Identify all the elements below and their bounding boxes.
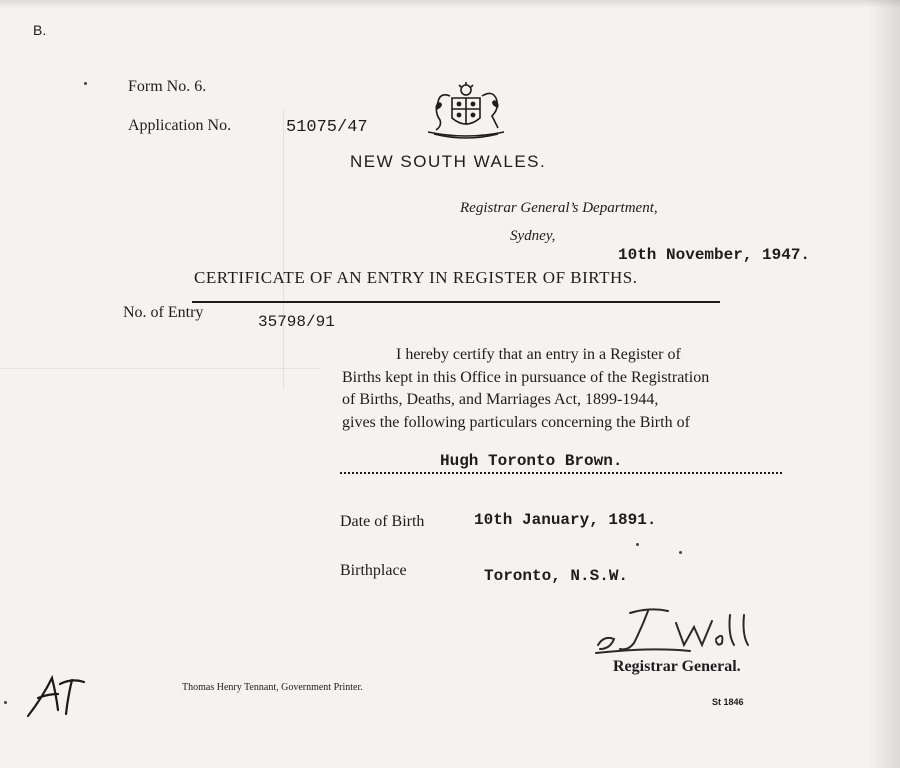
city-name: Sydney, (510, 228, 556, 244)
form-number: Form No. 6. (128, 78, 207, 95)
ink-speck (84, 82, 87, 85)
form-code: St 1846 (712, 697, 744, 707)
issue-date: 10th November, 1947. (618, 246, 811, 264)
entry-number: 35798/91 (258, 313, 335, 331)
birthplace-label: Birthplace (340, 562, 407, 579)
certificate-title: CERTIFICATE OF AN ENTRY IN REGISTER OF BIRTHS. (194, 268, 638, 287)
department-name: Registrar General’s Department, (460, 200, 658, 216)
signatory-title: Registrar General. (613, 658, 741, 675)
ink-speck (679, 551, 682, 554)
scan-edge (0, 0, 900, 8)
date-of-birth: 10th January, 1891. (474, 511, 657, 529)
application-label: Application No. (128, 117, 232, 134)
subject-name: Hugh Toronto Brown. (440, 452, 623, 470)
birthplace: Toronto, N.S.W. (484, 567, 629, 585)
certification-line: of Births, Deaths, and Marriages Act, 1899-1944, (342, 391, 659, 408)
entry-number-label: No. of Entry (123, 304, 204, 321)
scan-shadow (868, 0, 900, 768)
ink-speck (636, 543, 639, 546)
initials-mark (22, 664, 92, 724)
certification-line: gives the following particulars concerning the Birth of (342, 413, 690, 431)
certification-paragraph (342, 344, 784, 434)
title-underline (192, 301, 720, 303)
ink-speck (4, 701, 7, 704)
name-dotted-rule (340, 472, 782, 474)
date-of-birth-label: Date of Birth (340, 513, 425, 530)
registrar-signature (590, 605, 770, 665)
printer-imprint: Thomas Henry Tennant, Government Printer. (182, 682, 363, 693)
coat-of-arms-icon (420, 82, 512, 142)
state-name: NEW SOUTH WALES. (350, 152, 547, 171)
certification-line: I hereby certify that an entry in a Register of (396, 346, 681, 363)
certification-line: Births kept in this Office in pursuance of the Registration (342, 368, 710, 386)
paper-fold (283, 110, 284, 390)
application-number: 51075/47 (286, 118, 368, 137)
paper-fold (0, 368, 320, 369)
corner-mark: B. (33, 22, 47, 38)
